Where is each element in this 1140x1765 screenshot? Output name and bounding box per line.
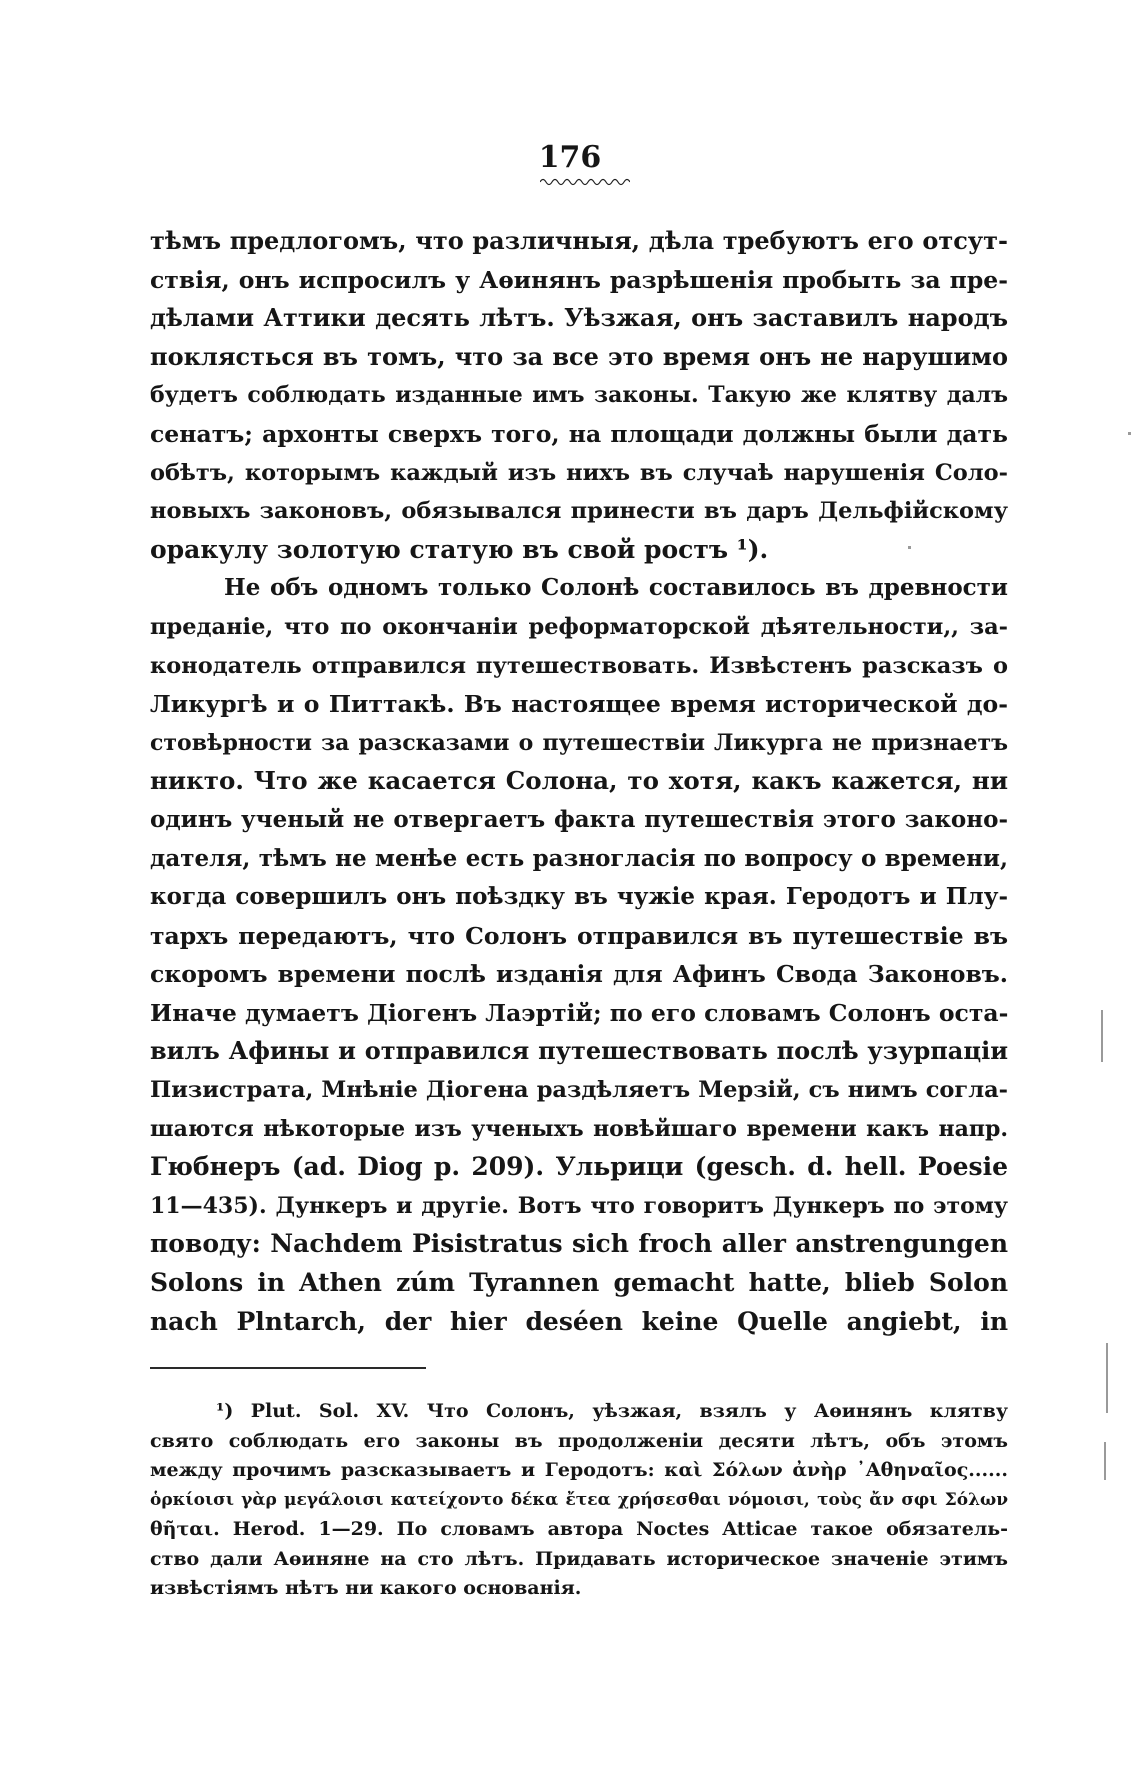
text-line: шаются нѣкоторые изъ ученыхъ новѣйшаго времени какъ напр. [150,1115,1008,1142]
scan-artifact [1101,1010,1103,1062]
page-number: 176 [538,140,602,175]
footnote-line: между прочимъ разсказываетъ и Геродотъ: καὶ Σόλων ἀνὴρ ᾿Αθηναῖος...... [150,1459,1008,1481]
text-line: оракулу золотую статую въ свой ростъ ¹). [150,534,769,564]
text-line: Не объ одномъ только Солонѣ составилось въ древности [224,574,1008,602]
text-line: сенатъ; архонты сверхъ того, на площади должны были дать [150,419,1008,448]
text-line: стовѣрности за разсказами о путешествіи Ликурга не признаетъ [150,729,1008,756]
footnote-line: извѣстіямъ нѣтъ ни какого основанія. [150,1577,582,1599]
scan-artifact [1104,1442,1106,1480]
text-line: никто. Что же касается Солона, то хотя, какъ кажется, ни [150,766,1008,796]
text-line: конодатель отправился путешествовать. Извѣстенъ разсказъ о [150,652,1008,679]
text-line: преданіе, что по окончаніи реформаторской дѣятельности,, за- [150,613,1008,640]
text-line: тархъ передаютъ, что Солонъ отправился въ путешествіе въ [150,921,1008,950]
wavy-ornament [540,176,630,186]
text-line: когда совершилъ онъ поѣздку въ чужіе края. Геродотъ и Плу- [150,883,1008,911]
text-line: Гюбнеръ (ad. Diog p. 209). Ульрици (gesch. d. hell. Poesie [150,1152,1008,1182]
text-line: одинъ ученый не отвергаетъ факта путешествія этого законо- [150,805,1008,833]
text-line: ствія, онъ испросилъ у Аѳинянъ разрѣшенія пробыть за пре- [150,265,1008,294]
text-line: тѣмъ предлогомъ, что различныя, дѣла требуютъ его отсут- [150,226,1008,255]
scan-artifact [1106,1343,1108,1413]
text-line: Пизистрата, Мнѣніе Діогена раздѣляетъ Мерзій, съ нимъ согла- [150,1077,1008,1104]
text-line: поводу: Nachdem Pisistratus sich froch aller anstrengungen [150,1229,1008,1259]
text-line: скоромъ времени послѣ изданія для Афинъ Свода Законовъ. [150,960,1008,989]
text-line: Solons in Athen zúm Tyrannen gemacht hatte, blieb Solon [150,1268,1008,1298]
text-line: новыхъ законовъ, обязывался принести въ даръ Дельфійскому [150,498,1008,525]
footnote-divider [150,1367,426,1369]
footnotes [150,1397,1008,1604]
scan-artifact [1128,432,1131,435]
text-line: дателя, тѣмъ не менѣе есть разногласія по вопросу о времени, [150,844,1008,872]
footnote-line: ὁρκίοισι γὰρ μεγάλοισι κατείχοντο δέκα ἔτεα χρήσεσθαι νόμοισι, τοὺς ἄν σφι Σόλων [150,1489,1008,1510]
text-line: вилъ Афины и отправился путешествовать послѣ узурпаціи [150,1036,1008,1066]
footnote-line: θῆται. Herod. 1—29. По словамъ автора Noctes Atticae такое обязатель- [150,1518,1008,1540]
text-line: 11—435). Дункеръ и другіе. Вотъ что говоритъ Дункеръ по этому [150,1192,1008,1219]
text-line: nach Plntarch, der hier deséen keine Quelle angiebt, in [150,1306,1008,1336]
footnote-line: свято соблюдать его законы въ продолженіи десяти лѣтъ, объ этомъ [150,1429,1008,1452]
main-text [150,222,1008,1341]
footnote-line: ¹) Plut. Sol. XV. Что Солонъ, уѣзжая, взялъ у Аѳинянъ клятву [216,1400,1008,1422]
text-line: Иначе думаетъ Діогенъ Лаэртій; по его словамъ Солонъ оста- [150,998,1009,1027]
scan-artifact [908,546,911,549]
footnote-line: ство дали Аѳиняне на сто лѣтъ. Придавать историческое значеніе этимъ [150,1547,1008,1570]
text-line: поклясться въ томъ, что за все это время онъ не нарушимо [150,341,1008,371]
text-line: дѣлами Аттики десять лѣтъ. Уѣзжая, онъ заставилъ народъ [150,303,1008,333]
text-line: Ликургѣ и о Питтакѣ. Въ настоящее время исторической до- [150,690,1008,719]
text-line: обѣтъ, которымъ каждый изъ нихъ въ случаѣ нарушенія Соло- [150,459,1008,486]
text-line: будетъ соблюдать изданные имъ законы. Такую же клятву далъ [150,382,1008,409]
